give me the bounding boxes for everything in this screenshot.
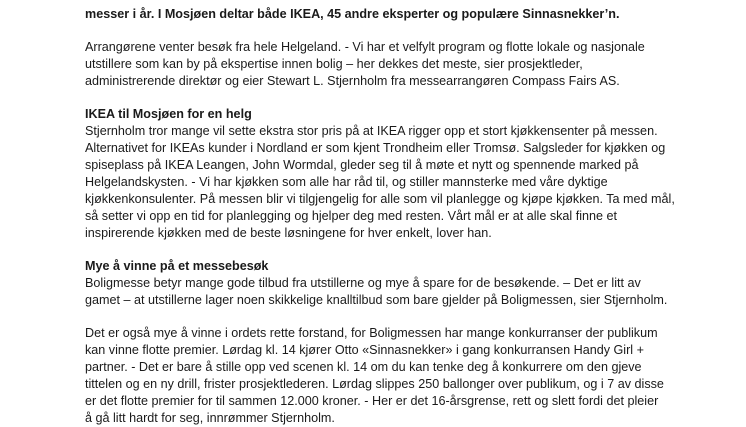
intro-line: messer i år. I Mosjøen deltar både IKEA, 45 andre eksperter og populære Sinnasnekker’n. — [85, 7, 620, 21]
paragraph-line: er det flotte premier for til sammen 12.000 kroner. - Her er det 16-årsgrense, rett og slett fordi det pleier — [85, 394, 659, 408]
paragraph-line: gamet – at utstillerne lager noen skikkelige knalltilbud som bare gjelder på Boligmessen, sier Stjernholm. — [85, 293, 668, 307]
section-heading-ikea: IKEA til Mosjøen for en helg — [85, 107, 252, 121]
paragraph-line: administrerende direktør og eier Stewart L. Stjernholm fra messearrangøren Compass Fairs AS. — [85, 74, 620, 88]
paragraph-line: spiseplass på IKEA Leangen, John Wormdal, gleder seg til å møte et nytt og spennende marked på — [85, 158, 639, 172]
paragraph-line: Arrangørene venter besøk fra hele Helgeland. - Vi har et velfylt program og flotte lokale og nasjonale — [85, 40, 645, 54]
paragraph-line: å gå litt hardt for seg, innrømmer Stjernholm. — [85, 411, 335, 425]
paragraph-line: så setter vi opp en tid for planlegging og hjelper deg med resten. Vårt mål er at alle skal finne et — [85, 209, 618, 223]
paragraph-line: Helgelandskysten. - Vi har kjøkken som alle har råd til, og stiller mannsterke med våre dyktige — [85, 175, 608, 189]
paragraph-line: tittelen og en ny drill, frister prosjektlederen. Lørdag slippes 250 ballonger over publikum, og i 7 av disse — [85, 377, 664, 391]
paragraph-line: Boligmesse betyr mange gode tilbud fra utstillerne og mye å spare for de besøkende. – Det er litt av — [85, 276, 641, 290]
paragraph-line: inspirerende kjøkken med de beste løsningene for hver enkelt, lover han. — [85, 226, 492, 240]
paragraph-line: partner. - Det er bare å stille opp ved scenen kl. 14 om du kan tenke deg å konkurrere om den gjeve — [85, 360, 642, 374]
paragraph-line: Stjernholm tror mange vil sette ekstra stor pris på at IKEA rigger opp et stort kjøkkensenter på messen. — [85, 124, 658, 138]
section-heading-prizes: Mye å vinne på et messebesøk — [85, 259, 269, 273]
paragraph-line: Alternativet for IKEAs kunder i Nordland er som kjent Trondheim eller Tromsø. Salgsleder for kjøkken og — [85, 141, 666, 155]
paragraph-line: kan vinne flotte premier. Lørdag kl. 14 kjører Otto «Sinnasnekker» i gang konkurransen Handy Girl + — [85, 343, 644, 357]
paragraph-line: Det er også mye å vinne i ordets rette forstand, for Boligmessen har mange konkurranser der publikum — [85, 326, 658, 340]
paragraph-line: kjøkkenkonsulenter. På messen blir vi tilgjengelig for alle som vil planlegge og kjøpe kjøkken. Ta med mål, — [85, 192, 675, 206]
paragraph-line: utstillere som kan by på ekspertise innen bolig – her dekkes det meste, sier prosjektleder, — [85, 57, 583, 71]
